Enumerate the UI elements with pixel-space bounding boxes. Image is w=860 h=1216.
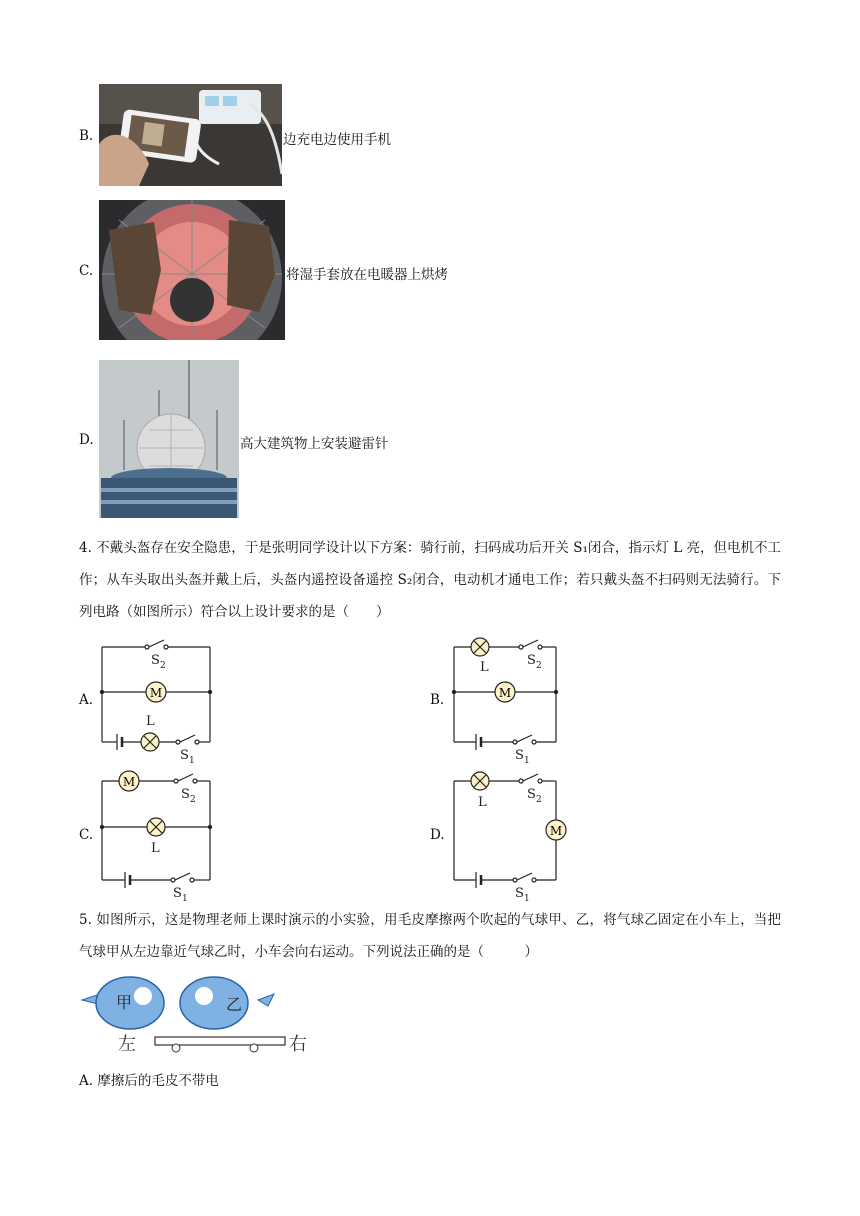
- option-c-letter: C.: [79, 263, 94, 279]
- svg-text:M: M: [149, 686, 163, 700]
- q4-circuit-diagrams: [0, 630, 860, 910]
- motor-icon: [546, 820, 566, 840]
- q5-option-a: A. 摩擦后的毛皮不带电: [79, 1073, 219, 1089]
- heater-gloves-photo: [99, 200, 285, 340]
- svg-text:1: 1: [524, 894, 530, 904]
- option-d-text: 高大建筑物上安装避雷针: [240, 436, 389, 452]
- q4-option-a-letter: A.: [79, 692, 94, 708]
- option-c-text: 将湿手套放在电暖器上烘烤: [286, 267, 448, 283]
- svg-text:M: M: [122, 775, 136, 789]
- switch-label: S: [527, 653, 536, 668]
- svg-text:2: 2: [190, 795, 196, 805]
- motor-icon: [119, 771, 139, 791]
- motor-icon: [495, 682, 515, 702]
- switch-label: S: [180, 748, 189, 763]
- lamp-label: L: [146, 714, 155, 729]
- svg-text:乙: 乙: [226, 995, 243, 1014]
- left-label: 左: [118, 1034, 136, 1055]
- lamp-label: L: [151, 841, 160, 856]
- svg-text:甲: 甲: [116, 993, 133, 1012]
- lamp-label: L: [480, 660, 489, 675]
- svg-text:2: 2: [160, 661, 166, 671]
- option-b-text: 边充电边使用手机: [283, 132, 391, 148]
- svg-text:1: 1: [524, 756, 530, 766]
- switch-label: S: [527, 787, 536, 802]
- q4-option-b-letter: B.: [430, 692, 445, 708]
- switch-label: S: [173, 886, 182, 901]
- svg-text:2: 2: [536, 795, 542, 805]
- switch-label: S: [151, 653, 160, 668]
- motor-icon: [146, 682, 166, 702]
- balloon-cart-figure: [78, 970, 318, 1060]
- lamp-icon: [147, 818, 165, 836]
- right-label: 右: [289, 1034, 307, 1055]
- lamp-icon: [471, 638, 489, 656]
- lightning-rod-photo: [99, 360, 239, 518]
- lamp-icon: [471, 772, 489, 790]
- switch-label: S: [515, 886, 524, 901]
- option-d-letter: D.: [79, 432, 94, 448]
- switch-label: S: [181, 787, 190, 802]
- phone-charging-photo: [99, 84, 282, 186]
- lamp-icon: [141, 733, 159, 751]
- question-5-text: 5. 如图所示，这是物理老师上课时演示的小实验，用毛皮摩擦两个吹起的气球甲、乙，将气球乙固定在小车上，当把气球甲从左边靠近气球乙时，小车会向右运动。下列说法正确的是（ ）: [79, 912, 781, 960]
- circuit-d: [454, 774, 556, 888]
- q4-option-c-letter: C.: [79, 827, 94, 843]
- question-4-text: 4. 不戴头盔存在安全隐患，于是张明同学设计以下方案：骑行前，扫码成功后开关 S₁闭合，指示灯 L 亮，但电机不工作；从车头取出头盔并戴上后，头盔内遥控设备遥控 S₂闭合，电动机才通电工作；若只戴头盔不扫码则无法骑行。下列电路（如图所示）符合以上设计要求的是（ ）: [79, 540, 781, 620]
- lamp-label: L: [478, 795, 487, 810]
- svg-text:1: 1: [182, 894, 188, 904]
- svg-text:M: M: [549, 824, 563, 838]
- svg-text:1: 1: [189, 756, 195, 766]
- switch-label: S: [515, 748, 524, 763]
- svg-text:2: 2: [536, 661, 542, 671]
- svg-text:M: M: [498, 686, 512, 700]
- q4-option-d-letter: D.: [430, 827, 445, 843]
- option-b-letter: B.: [79, 128, 94, 144]
